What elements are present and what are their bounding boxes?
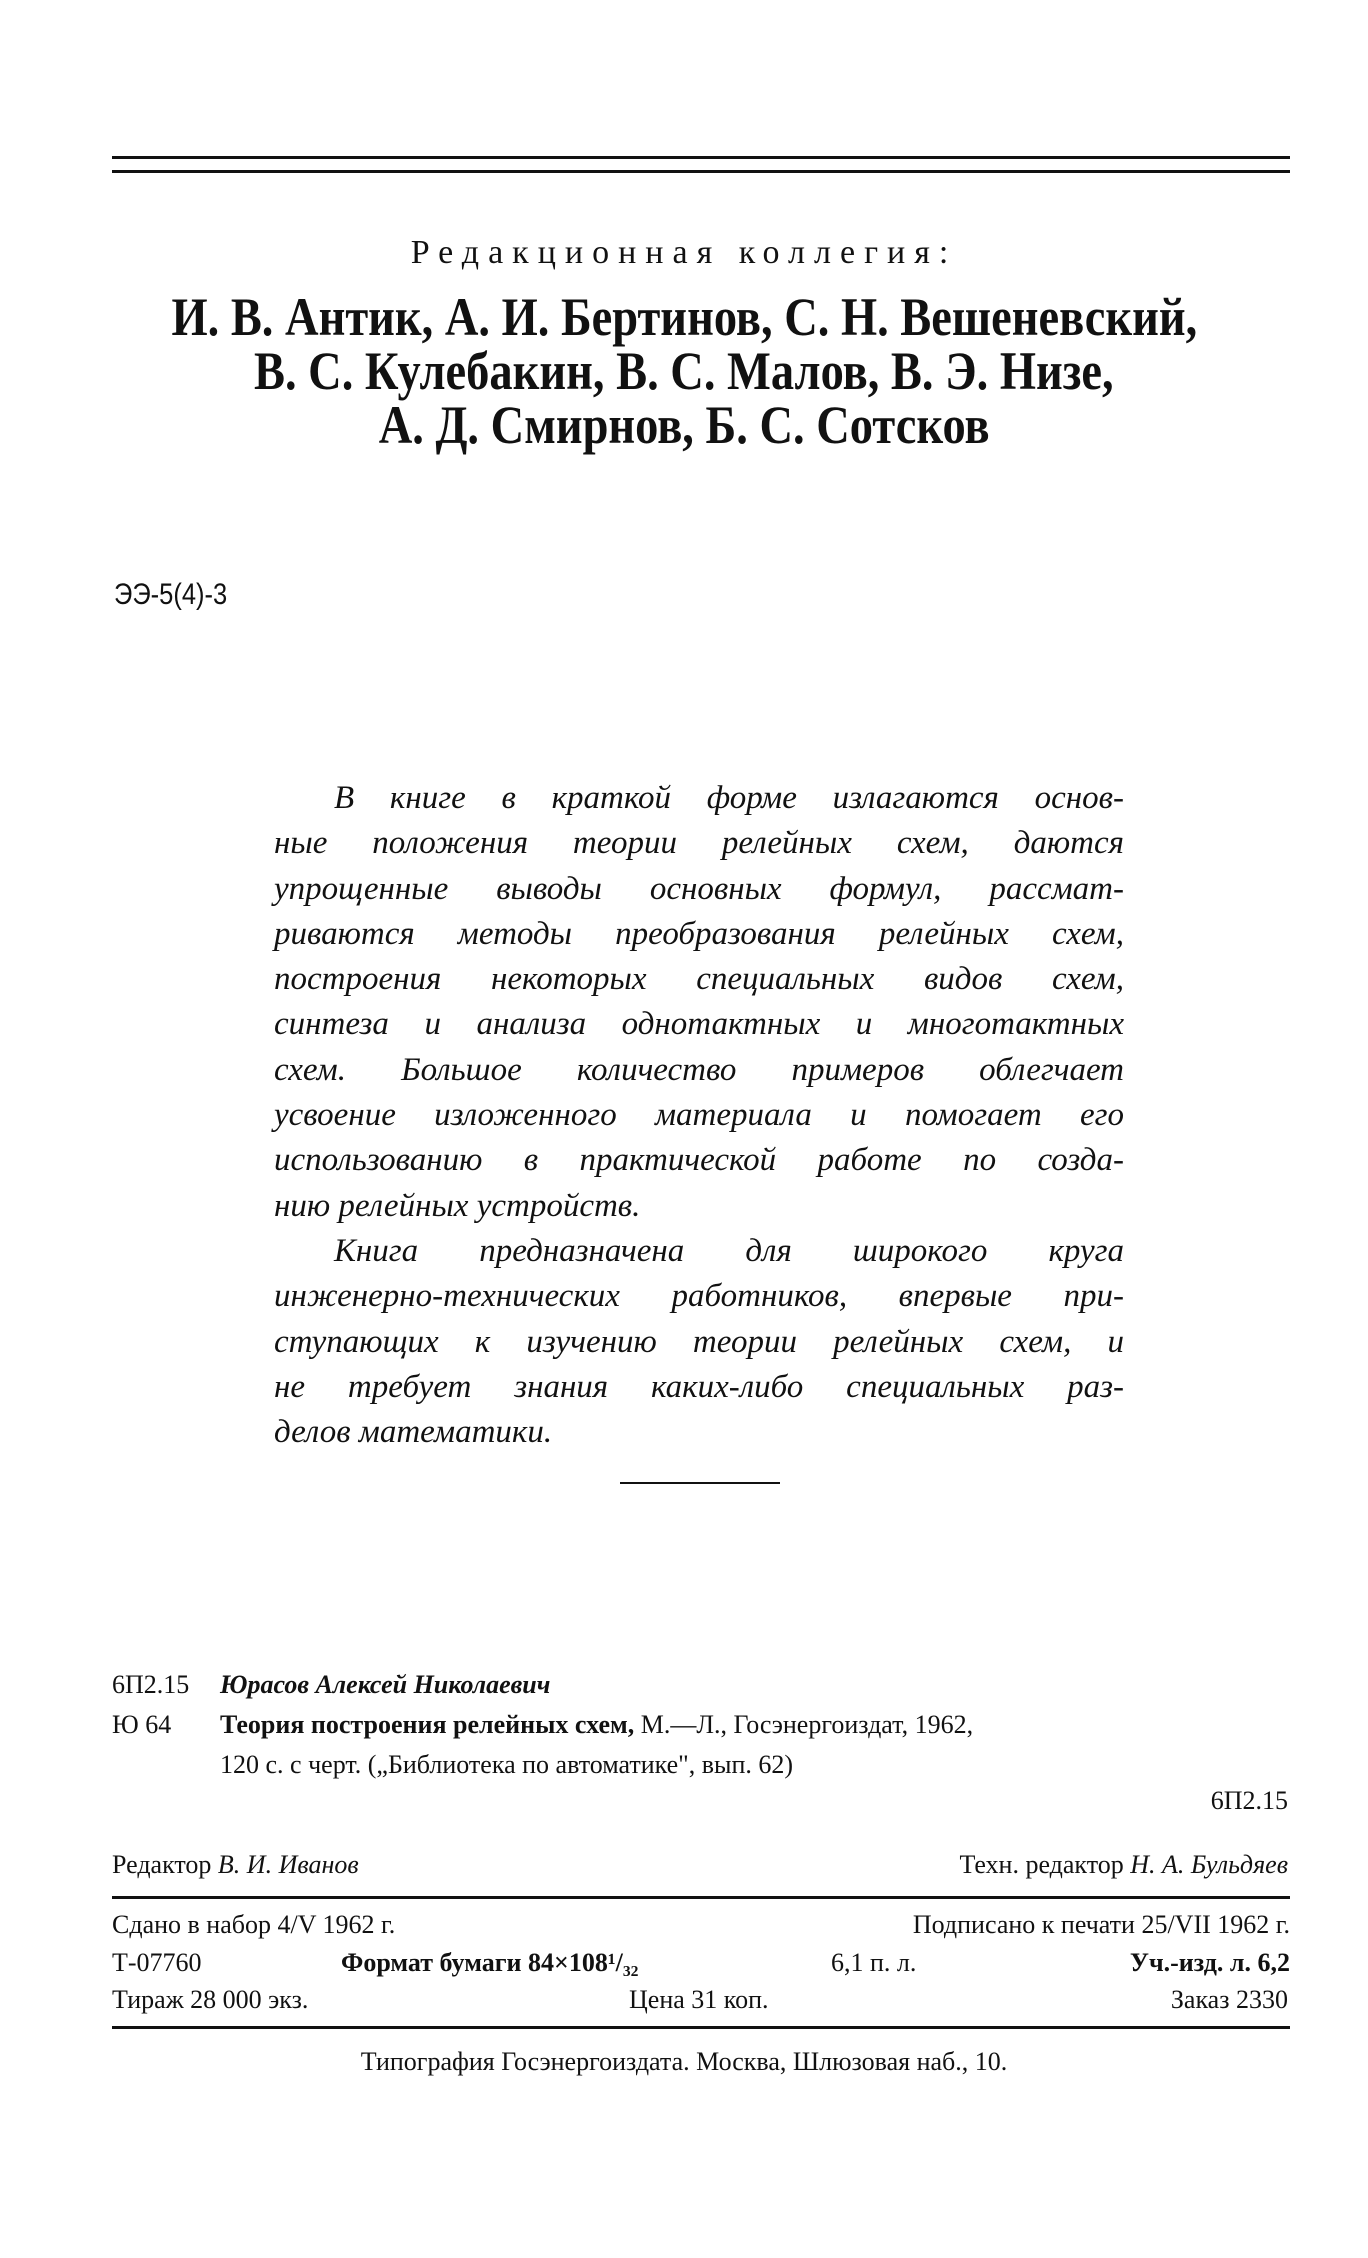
printer-address: Типография Госэнергоиздата. Москва, Шлюзовая наб., 10.: [360, 2047, 1008, 2076]
tech-editor-name: Н. А. Бульдяев: [1130, 1850, 1288, 1879]
order-number: Заказ 2330: [1170, 1985, 1288, 2014]
paper-format: Формат бумаги 84×108¹/₃₂: [341, 1948, 639, 1977]
editor-label: Редактор: [112, 1850, 212, 1879]
short-divider: [620, 1482, 780, 1484]
abstract-line: В книге в краткой форме излагаются основ-: [334, 780, 1124, 816]
abstract-line: упрощенные выводы основных формул, рассмат-: [274, 870, 1124, 907]
catalog-shelf: Ю 64: [112, 1710, 172, 1739]
names-line: И. В. Антик, А. И. Бертинов, С. Н. Вешеневский,: [171, 287, 1197, 347]
editorial-board-names: [0, 287, 1368, 455]
abstract-line: нию релейных устройств.: [274, 1187, 641, 1224]
abstract-line: риваются методы преобразования релейных схем,: [274, 915, 1124, 952]
abstract-line: построения некоторых специальных видов схем,: [274, 961, 1124, 998]
editor: [112, 1850, 359, 1880]
catalog-udc: 6П2.15: [112, 1670, 190, 1699]
names-line: А. Д. Смирнов, Б. С. Сотсков: [378, 395, 990, 455]
abstract-line: не требует знания каких-либо специальных раз-: [274, 1368, 1124, 1405]
tech-editor-label: Техн. редактор: [959, 1850, 1124, 1879]
catalog-title: Теория построения релейных схем,: [220, 1710, 635, 1739]
abstract-line: ступающих к изучению теории релейных схем, и: [274, 1323, 1124, 1360]
names-line: В. С. Кулебакин, В. С. Малов, В. Э. Низе,: [254, 341, 1114, 401]
abstract-line: синтеза и анализа однотактных и многотактных: [274, 1006, 1124, 1043]
publisher-sheets: Уч.-изд. л. 6,2: [1129, 1948, 1290, 1977]
printed-sheets: 6,1 п. л.: [831, 1948, 917, 1977]
imprint-rule-bottom: [112, 2026, 1290, 2029]
top-rule-2: [112, 170, 1290, 173]
price: Цена 31 коп.: [629, 1985, 769, 2014]
catalog-extent: 120 с. с черт. („Библиотека по автоматике", вып. 62): [220, 1750, 794, 1779]
catalog-imprint: М.—Л., Госэнергоиздат, 1962,: [640, 1710, 974, 1739]
editorial-board-heading: Редакционная коллегия:: [410, 234, 958, 271]
abstract-line: ные положения теории релейных схем, даются: [274, 825, 1124, 862]
catalog-author: Юрасов Алексей Николаевич: [220, 1670, 551, 1699]
abstract-line: Книга предназначена для широкого круга: [334, 1232, 1124, 1269]
abstract-line: использованию в практической работе по созда-: [274, 1142, 1124, 1179]
imprint-rule-top: [112, 1896, 1290, 1899]
t-number: Т-07760: [112, 1948, 202, 1977]
editor-name: В. И. Иванов: [217, 1850, 359, 1879]
classification-code: ЭЭ-5(4)-3: [114, 578, 228, 611]
abstract-line: делов математики.: [274, 1414, 553, 1451]
submitted-date: Сдано в набор 4/V 1962 г.: [112, 1910, 396, 1939]
abstract-line: инженерно-технических работников, впервые при-: [274, 1278, 1124, 1315]
abstract-line: усвоение изложенного материала и помогает его: [274, 1097, 1124, 1134]
print-run: Тираж 28 000 экз.: [112, 1985, 309, 2014]
tech-editor: [700, 1850, 1288, 1880]
signed-date: Подписано к печати 25/VII 1962 г.: [912, 1910, 1290, 1939]
abstract: [274, 776, 1124, 1455]
abstract-line: схем. Большое количество примеров облегчает: [274, 1051, 1124, 1088]
catalog-udc-right: 6П2.15: [1210, 1786, 1288, 1815]
top-rule-1: [112, 156, 1290, 159]
catalog-title-line: [220, 1710, 973, 1740]
